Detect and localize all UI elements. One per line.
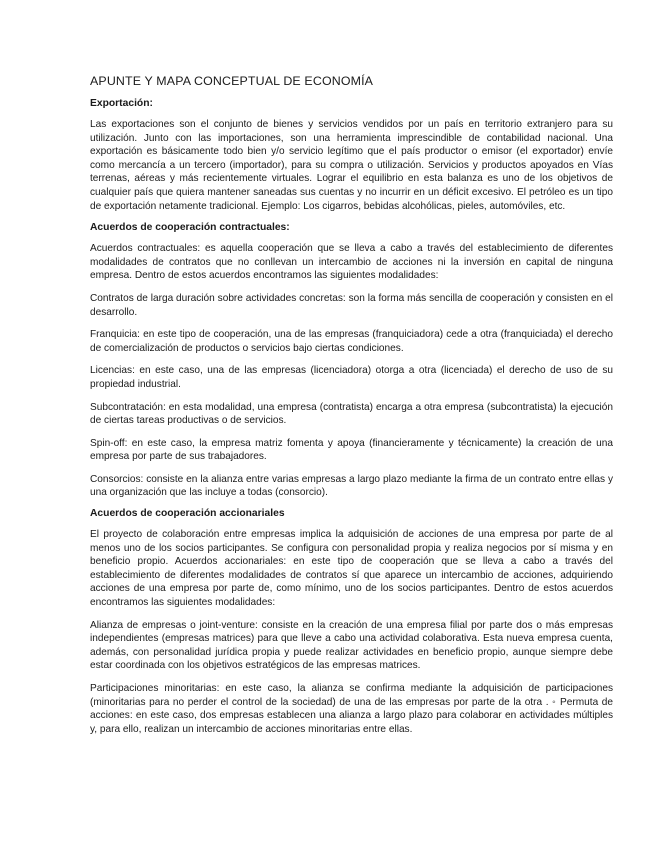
paragraph: Spin-off: en este caso, la empresa matriz fomenta y apoya (financieramente y técnicamente) la creación de una empresa por parte de sus trabajadores. <box>90 437 613 463</box>
section-heading-contractuales: Acuerdos de cooperación contractuales: <box>90 222 290 234</box>
paragraph: Subcontratación: en esta modalidad, una empresa (contratista) encarga a otra empresa (subcontratista) la ejecución de ciertas tareas productivas o de servicios. <box>90 401 613 427</box>
paragraph: El proyecto de colaboración entre empresas implica la adquisición de acciones de una empresa por parte de al menos uno de los socios participantes. Se configura con personalidad propia y realiza negocios por sí misma y en beneficio propio. Acuerdos accionariales: en este tipo de cooperación que se lleva a cabo a través del establecimiento de diferentes modalidades de contratos sí que aparece un intercambio de acciones, adquiriendo acciones de una empresa por parte de, como mínimo, uno de los socios participantes. Dentro de estos acuerdos encontramos las siguientes modalidades: <box>90 529 613 609</box>
paragraph: Consorcios: consiste en la alianza entre varias empresas a largo plazo mediante la firma de un contrato entre ellas y una organización que las incluye a todas (consorcio). <box>90 473 613 499</box>
document-title: APUNTE Y MAPA CONCEPTUAL DE ECONOMÍA <box>90 74 374 88</box>
paragraph: Acuerdos contractuales: es aquella cooperación que se lleva a cabo a través del establecimiento de diferentes modalidades de contratos que no conllevan un intercambio de acciones ni la inversión en capital de ninguna empresa. Dentro de estos acuerdos encontramos las siguientes modalidades: <box>90 243 613 282</box>
paragraph: Participaciones minoritarias: en este caso, la alianza se confirma mediante la adquisición de participaciones (minoritarias para no perder el control de la sociedad) de una de las empresas por parte de la otra . ◦ Permuta de acciones: en este caso, dos empresas establecen una alianza a largo plazo para colaborar en actividades múltiples y, para ello, realizan un intercambio de acciones minoritarias entre ellas. <box>90 683 613 735</box>
section-heading-exportacion: Exportación: <box>90 98 153 109</box>
paragraph: Contratos de larga duración sobre actividades concretas: son la forma más sencilla de cooperación y consisten en el desarrollo. <box>90 292 613 318</box>
paragraph: Franquicia: en este tipo de cooperación, una de las empresas (franquiciadora) cede a otra (franquiciada) el derecho de comercialización de productos o servicios bajo ciertas condiciones. <box>90 329 613 354</box>
paragraph: Licencias: en este caso, una de las empresas (licenciadora) otorga a otra (licenciada) el derecho de uso de su propiedad industrial. <box>90 365 613 390</box>
section-heading-accionariales: Acuerdos de cooperación accionariales <box>90 508 285 520</box>
paragraph: Las exportaciones son el conjunto de bienes y servicios vendidos por un país en territorio extranjero para su utilización. Junto con las importaciones, son una herramienta imprescindible de contabilidad nacional. Una exportación es básicamente todo bien y/o servicio legítimo que el país productor o emisor (el exportador) envíe como mercancía a un tercero (importador), para su compra o utilización. Servicios y productos apoyados en Vías terrenas, aéreas y más recientemente virtuales. Lograr el equilibrio en esta balanza es uno de los objetivos de cualquier país que quiera mantener saneadas sus cuentas y no incurrir en un déficit excesivo. El petróleo es un tipo de exportación netamente tradicional. Ejemplo: Los cigarros, bebidas alcohólicas, pieles, automóviles, etc. <box>90 119 613 212</box>
paragraph: Alianza de empresas o joint-venture: consiste en la creación de una empresa filial por parte dos o más empresas independientes (empresas matrices) para que lleve a cabo una actividad colaborativa. Esta nueva empresa cuenta, además, con personalidad jurídica propia y puede realizar actividades en beneficio propio, aunque siempre debe estar coordinada con los objetivos estratégicos de las empresas matrices. <box>90 619 613 672</box>
